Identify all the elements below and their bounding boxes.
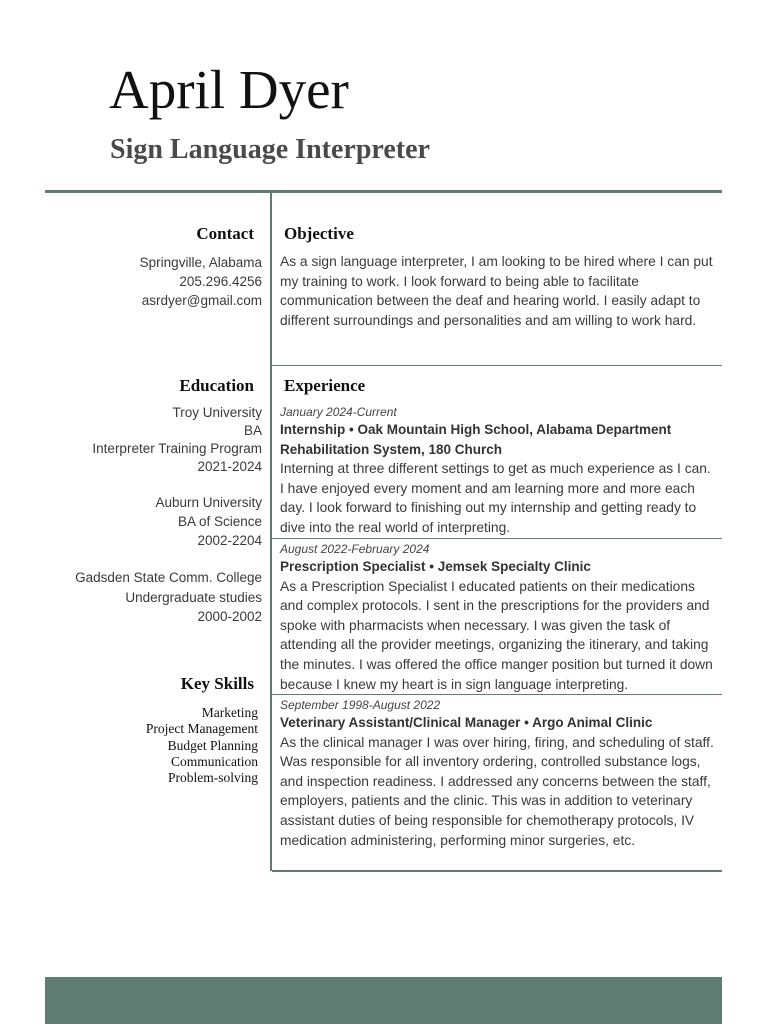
experience-heading: Experience — [284, 376, 366, 395]
skills-list — [146, 705, 258, 786]
job-dates: September 1998-August 2022 — [280, 698, 441, 712]
school-years: 2002-2204 — [197, 533, 262, 548]
contact-section — [140, 253, 262, 310]
job-dates: January 2024-Current — [280, 405, 397, 419]
degree: BA — [243, 423, 262, 438]
job-description: As the clinical manager I was over hiring, firing, and scheduling of staff. Was responsible for all inventory ordering, controlled substance logs, and inspection readiness. I addressed any concerns between the staff, employers, patients and the clinic. This was in addition to veterinary assistant duties of being responsible for chemotherapy protocols, IV medication administering, performing minor surgeries, etc. — [280, 734, 714, 848]
school-name: Troy University — [172, 405, 262, 420]
job-dates: August 2022-February 2024 — [280, 542, 430, 556]
header-divider — [45, 190, 722, 193]
school-years: 2000-2002 — [197, 609, 262, 624]
school-name: Gadsden State Comm. College — [75, 570, 262, 585]
column-divider — [270, 193, 272, 871]
skill-item: Problem-solving — [168, 770, 258, 786]
school-years: 2021-2024 — [197, 459, 262, 474]
candidate-name: April Dyer — [109, 59, 349, 120]
skills-heading: Key Skills — [180, 674, 254, 693]
program: Interpreter Training Program — [92, 441, 262, 456]
job-role: Prescription Specialist • Jemsek Specialty Clinic — [280, 559, 591, 574]
skill-item: Marketing — [201, 705, 258, 720]
degree: BA of Science — [177, 514, 262, 529]
job-role: Veterinary Assistant/Clinical Manager • Argo Animal Clinic — [280, 715, 653, 730]
skill-item: Communication — [171, 753, 258, 769]
job-role: Internship • Oak Mountain High School, Alabama Department Rehabilitation System, 180 Church — [280, 422, 672, 457]
footer-band — [45, 977, 722, 1024]
contact-phone: 205.296.4256 — [179, 274, 262, 289]
experience-entry-2 — [280, 542, 716, 694]
job-title: Sign Language Interpreter — [110, 134, 430, 165]
job-description: Interning at three different settings to get as much experience as I can. I have enjoyed every moment and am learning more and more each day. I look forward to finishing out my internship and getting ready to dive into the real world of interpreting. — [280, 461, 711, 535]
school-name: Auburn University — [155, 495, 262, 510]
contact-heading: Contact — [196, 224, 254, 243]
contact-email: asrdyer@gmail.com — [141, 293, 262, 308]
section-divider — [272, 365, 722, 366]
objective-text: As a sign language interpreter, I am looking to be hired where I can put my training to work. I look forward to being able to facilitate communication between the deaf and hearing world. I easily adapt to different surroundings and personalities and am willing to work hard. — [280, 254, 713, 328]
education-school-2 — [155, 493, 262, 550]
skill-item: Budget Planning — [167, 737, 258, 753]
degree: Undergraduate studies — [125, 589, 262, 605]
education-school-1 — [92, 404, 262, 476]
section-bottom-divider — [272, 870, 722, 872]
experience-entry-1 — [280, 405, 716, 538]
education-heading: Education — [179, 376, 254, 395]
entry-divider — [272, 694, 722, 695]
experience-entry-3 — [280, 698, 716, 850]
contact-location: Springville, Alabama — [139, 255, 262, 270]
education-school-3 — [75, 568, 262, 627]
objective-heading: Objective — [284, 224, 354, 243]
job-description: As a Prescription Specialist I educated patients on their medications and complex protocols. I sent in the prescriptions for the providers and spoke with pharmacists when necessary. I was given the task of attending all the provider meetings, organizing the itinerary, and taking the minutes. I was offered the office manger position but turned it down because I knew my heart is in sign language interpreting. — [280, 578, 713, 692]
skill-item: Project Management — [145, 721, 258, 737]
entry-divider — [272, 538, 722, 539]
